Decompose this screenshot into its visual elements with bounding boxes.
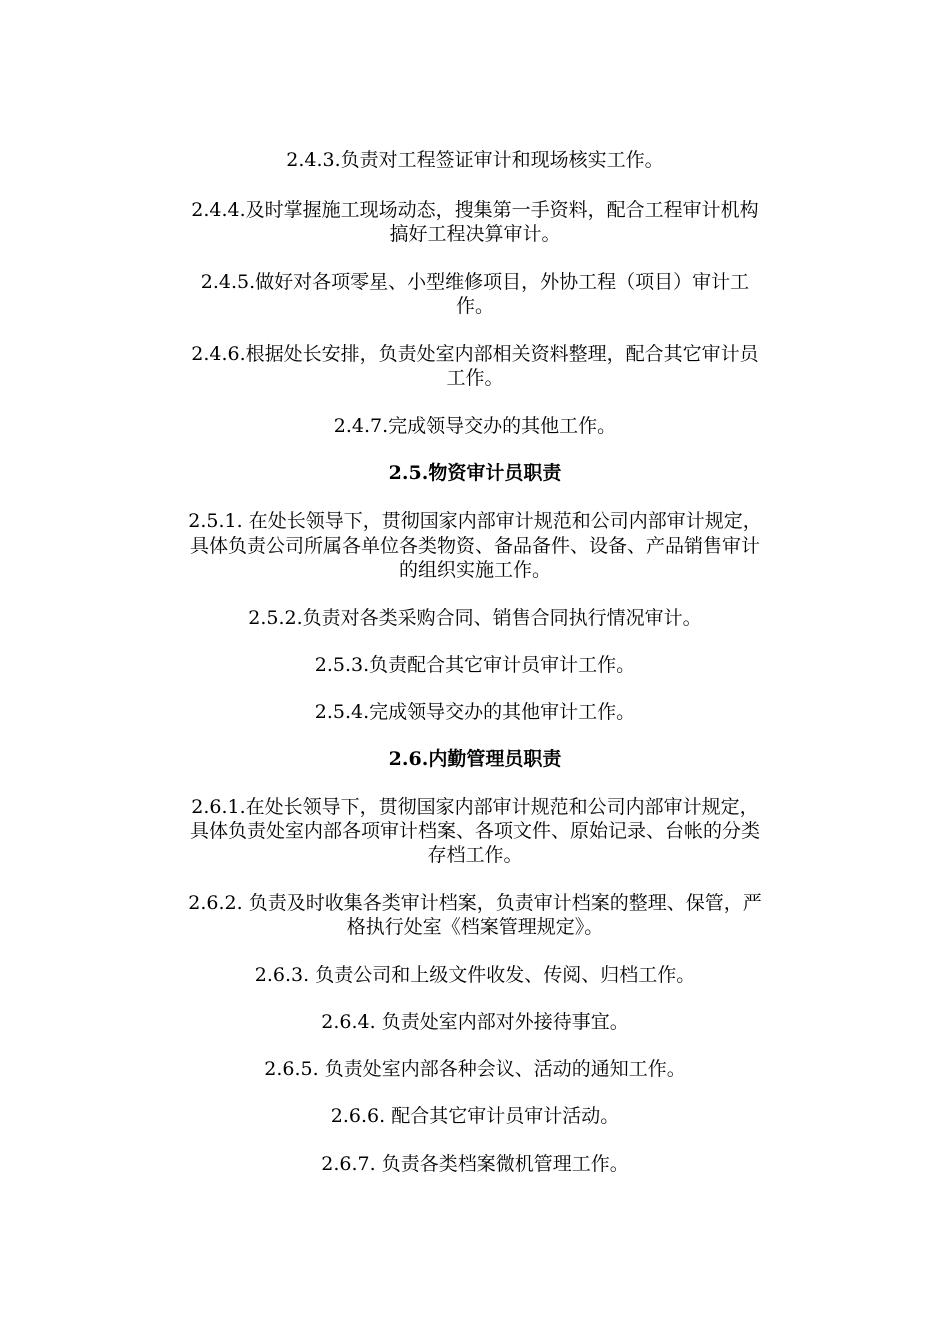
paragraph-2-4-4-line-1: 2.4.4.及时掌握施工现场动态，搜集第一手资料，配合工程审计机构 [191,199,759,221]
paragraph-2-6-2-line-2: 格执行处室《档案管理规定》。 [346,916,604,938]
paragraph-2-5-1-line-3: 的组织实施工作。 [398,559,551,581]
paragraph-2-4-6-line-2: 工作。 [446,367,504,389]
paragraph-2-5-2: 2.5.2.负责对各类采购合同、销售合同执行情况审计。 [248,607,702,629]
paragraph-2-4-5-line-1: 2.4.5.做好对各项零星、小型维修项目，外协工程（项目）审计工 [200,271,750,293]
paragraph-2-4-7: 2.4.7.完成领导交办的其他工作。 [333,415,617,437]
paragraph-2-6-1-line-3: 存档工作。 [427,844,523,866]
paragraph-2-5-1-line-1: 2.5.1. 在处长领导下，贯彻国家内部审计规范和公司内部审计规定， [188,510,762,532]
paragraph-2-4-5-line-2: 作。 [455,295,494,317]
section-heading-2-6: 2.6.内勤管理员职责 [388,748,562,770]
paragraph-2-5-1-line-2: 具体负责公司所属各单位各类物资、备品备件、设备、产品销售审计 [189,535,760,557]
paragraph-2-6-5: 2.6.5. 负责处室内部各种会议、活动的通知工作。 [264,1058,686,1080]
section-heading-2-5: 2.5.物资审计员职责 [388,462,562,484]
paragraph-2-6-6: 2.6.6. 配合其它审计员审计活动。 [330,1105,620,1127]
paragraph-2-6-3: 2.6.3. 负责公司和上级文件收发、传阅、归档工作。 [254,964,696,986]
paragraph-2-5-3: 2.5.3.负责配合其它审计员审计工作。 [314,654,636,676]
paragraph-2-6-1-line-2: 具体负责处室内部各项审计档案、各项文件、原始记录、台帐的分类 [189,820,760,842]
paragraph-2-6-7: 2.6.7. 负责各类档案微机管理工作。 [321,1153,629,1175]
paragraph-2-6-1-line-1: 2.6.1.在处长领导下，贯彻国家内部审计规范和公司内部审计规定， [191,796,759,818]
paragraph-2-4-3: 2.4.3.负责对工程签证审计和现场核实工作。 [286,149,664,171]
paragraph-2-6-4: 2.6.4. 负责处室内部对外接待事宜。 [321,1011,629,1033]
paragraph-2-4-4-line-2: 搞好工程决算审计。 [389,223,561,245]
paragraph-2-6-2-line-1: 2.6.2. 负责及时收集各类审计档案，负责审计档案的整理、保管，严 [188,892,762,914]
paragraph-2-5-4: 2.5.4.完成领导交办的其他审计工作。 [314,701,636,723]
paragraph-2-4-6-line-1: 2.4.6.根据处长安排，负责处室内部相关资料整理，配合其它审计员 [191,343,759,365]
